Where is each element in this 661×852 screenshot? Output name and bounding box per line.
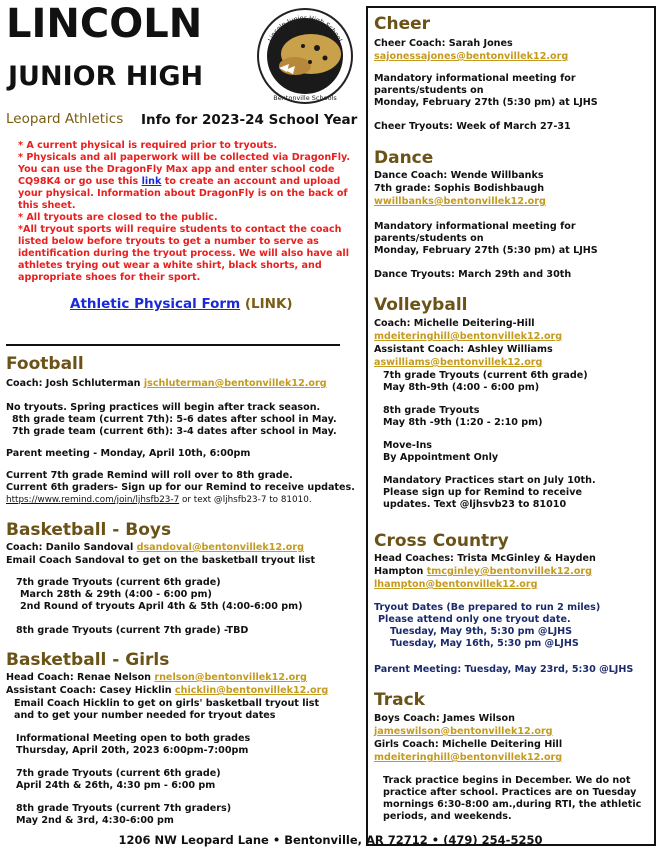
- logo-ring-text: Lincoln Junior High School: [266, 13, 344, 44]
- dance-coach-email[interactable]: wwillbanks@bentonvillek12.org: [374, 196, 546, 207]
- logo-bottom-text: Bentonville Schools: [273, 94, 337, 102]
- bb-girls-line: April 24th & 26th, 4:30 pm - 6:00 pm: [16, 780, 216, 791]
- football-coach-label: Coach: Josh Schluterman: [6, 378, 141, 389]
- volleyball-title: Volleyball: [374, 295, 468, 315]
- football-remind-link[interactable]: https://www.remind.com/join/ljhsfb23-7: [6, 495, 180, 505]
- volleyball-line: May 8th-9th (4:00 - 6:00 pm): [383, 382, 540, 393]
- volleyball-line: Move-Ins: [383, 440, 432, 451]
- school-name-line1: LINCOLN: [6, 1, 203, 47]
- rule-line: appropriate shoes for their sport.: [18, 272, 201, 283]
- track-boys-email[interactable]: jameswilson@bentonvillek12.org: [374, 726, 553, 737]
- physical-form-row: [70, 296, 293, 312]
- volleyball-line: Mandatory Practices start on July 10th.: [383, 475, 596, 486]
- rule-line: * All tryouts are closed to the public.: [18, 212, 218, 223]
- football-line: Parent meeting - Monday, April 10th, 6:00pm: [6, 448, 251, 459]
- leopard-athletics: Leopard Athletics: [6, 111, 124, 127]
- info-title: Info for 2023-24 School Year: [141, 112, 358, 128]
- football-coach: [6, 378, 327, 390]
- bb-girls-head-email[interactable]: rnelson@bentonvillek12.org: [154, 672, 307, 683]
- dance-coach: Dance Coach: Wende Willbanks: [374, 170, 544, 181]
- xc-coach-line2: [374, 566, 592, 578]
- bb-boys-coach-label: Coach: Danilo Sandoval: [6, 542, 134, 553]
- divider: [6, 344, 340, 346]
- track-line: mornings 6:30-8:00 am.,during RTI, the athletic: [383, 799, 642, 810]
- xc-line: Tryout Dates (Be prepared to run 2 miles): [374, 602, 601, 613]
- bb-girls-details: [16, 733, 356, 827]
- football-details: [6, 402, 356, 506]
- rule-line: * A current physical is required prior to tryouts.: [18, 140, 278, 151]
- volleyball-asst: Assistant Coach: Ashley Williams: [374, 344, 553, 355]
- xc-line: Tuesday, May 16th, 5:30 pm @LJHS: [390, 638, 579, 649]
- bb-boys-line: 7th grade Tryouts (current 6th grade): [16, 577, 221, 588]
- xc-coach-hampton: Hampton: [374, 566, 424, 577]
- rule-line: listed below before tryouts to get a number to serve as: [18, 236, 319, 247]
- dance-line: Monday, February 27th (5:30 pm) at LJHS: [374, 245, 598, 256]
- volleyball-line: Please sign up for Remind to receive: [383, 487, 582, 498]
- track-line: practice after school. Practices are on Tuesday: [383, 787, 637, 798]
- cheer-coach: Cheer Coach: Sarah Jones: [374, 38, 513, 49]
- football-line: Current 6th graders- Sign up for our Remind to receive updates.: [6, 482, 355, 493]
- dance-grade: 7th grade: Sophis Bodishbaugh: [374, 183, 545, 194]
- volleyball-line: updates. Text @ljhsvb23 to 81010: [383, 499, 567, 510]
- bb-boys-line: 2nd Round of tryouts April 4th & 5th (4:00-6:00 pm): [20, 601, 303, 612]
- bb-girls-head-coach: [6, 672, 307, 684]
- bb-boys-email-note: Email Coach Sandoval to get on the basketball tryout list: [6, 555, 316, 566]
- rule-line: You can use the DragonFly Max app and enter school code: [18, 164, 335, 175]
- football-line: or text @ljhsfb23-7 to 81010.: [181, 495, 312, 505]
- football-title: Football: [6, 354, 84, 374]
- bb-girls-head-label: Head Coach: Renae Nelson: [6, 672, 152, 683]
- cheer-title: Cheer: [374, 14, 431, 34]
- xc-line: Please attend only one tryout date.: [378, 614, 571, 625]
- cheer-coach-email[interactable]: sajonessajones@bentonvillek12.org: [374, 51, 569, 62]
- volleyball-line: 7th grade Tryouts (current 6th grade): [383, 370, 588, 381]
- physical-form-suffix: (LINK): [244, 296, 293, 312]
- track-details: [383, 775, 651, 823]
- track-boys-coach: Boys Coach: James Wilson: [374, 713, 515, 724]
- xc-email-2[interactable]: lhampton@bentonvillek12.org: [374, 579, 538, 590]
- dance-details: [374, 221, 650, 281]
- bb-boys-coach-email[interactable]: dsandoval@bentonvillek12.org: [136, 542, 304, 553]
- bb-girls-line: Informational Meeting open to both grades: [16, 733, 251, 744]
- footer-address: 1206 NW Leopard Lane • Bentonville, AR 72712 • (479) 254-5250: [118, 833, 543, 847]
- xc-details: [374, 602, 650, 676]
- volleyball-line: 8th grade Tryouts: [383, 405, 480, 416]
- rule-line: athletes trying out wear a white shirt, black shorts, and: [18, 260, 322, 271]
- physical-form-link[interactable]: Athletic Physical Form: [70, 296, 241, 312]
- bb-girls-asst-label: Assistant Coach: Casey Hicklin: [6, 685, 172, 696]
- cheer-line: Cheer Tryouts: Week of March 27-31: [374, 121, 571, 132]
- bb-boys-line: March 28th & 29th (4:00 - 6:00 pm): [20, 589, 212, 600]
- football-line: No tryouts. Spring practices will begin after track season.: [6, 402, 321, 413]
- dragonfly-link[interactable]: link: [141, 176, 162, 187]
- bb-girls-note-1: Email Coach Hicklin to get on girls' basketball tryout list: [14, 698, 320, 709]
- cheer-line: Monday, February 27th (5:30 pm) at LJHS: [374, 97, 598, 108]
- rule-line: * Physicals and all paperwork will be collected via DragonFly.: [18, 152, 351, 163]
- rule-line: to create an account and upload: [164, 176, 341, 187]
- bb-girls-line: 8th grade Tryouts (current 7th graders): [16, 803, 232, 814]
- football-line: Current 7th grade Remind will roll over to 8th grade.: [6, 470, 293, 481]
- track-line: periods, and weekends.: [383, 811, 512, 822]
- xc-line: Parent Meeting: Tuesday, May 23rd, 5:30 @LJHS: [374, 664, 634, 675]
- cross-country-title: Cross Country: [374, 531, 509, 551]
- bb-boys-line: 8th grade Tryouts (current 7th grade) -TBD: [16, 625, 249, 636]
- volleyball-details: [383, 370, 651, 511]
- bb-girls-asst-email[interactable]: chicklin@bentonvillek12.org: [174, 685, 329, 696]
- dance-line: parents/students on: [374, 233, 484, 244]
- xc-line: Tuesday, May 9th, 5:30 pm @LJHS: [390, 626, 573, 637]
- leopard-logo: [255, 6, 355, 106]
- rule-line: your physical. Information about DragonFly is on the back of: [18, 188, 348, 199]
- leopard-logo-icon: [255, 6, 355, 106]
- volleyball-asst-email[interactable]: aswilliams@bentonvillek12.org: [374, 357, 543, 368]
- rules-block: [14, 140, 354, 284]
- rule-line: this sheet.: [18, 200, 76, 211]
- track-title: Track: [374, 690, 425, 710]
- football-line: 8th grade team (current 7th): 5-6 dates after school in May.: [12, 414, 337, 425]
- rule-line: identification during the tryout process. We will also have all: [18, 248, 350, 259]
- track-girls-coach: Girls Coach: Michelle Deitering Hill: [374, 739, 563, 750]
- cheer-details: [374, 73, 650, 133]
- rule-line: CQ98K4 or go use this: [18, 176, 139, 187]
- bb-girls-note-2: and to get your number needed for tryout dates: [14, 710, 276, 721]
- track-line: Track practice begins in December. We do not: [383, 775, 631, 786]
- volleyball-coach: Coach: Michelle Deitering-Hill: [374, 318, 535, 329]
- school-name-line2: JUNIOR HIGH: [8, 61, 204, 92]
- volleyball-line: May 8th -9th (1:20 - 2:10 pm): [383, 417, 543, 428]
- bb-boys-details: [16, 577, 356, 637]
- rule-line: *All tryout sports will require students to contact the coach: [18, 224, 342, 235]
- volleyball-line: By Appointment Only: [383, 452, 499, 463]
- basketball-girls-title: Basketball - Girls: [6, 650, 170, 670]
- dance-line: Dance Tryouts: March 29th and 30th: [374, 269, 572, 280]
- football-line: 7th grade team (current 6th): 3-4 dates after school in May.: [12, 426, 337, 437]
- xc-email-1[interactable]: tmcginley@bentonvillek12.org: [426, 566, 593, 577]
- volleyball-coach-email[interactable]: mdeiteringhill@bentonvillek12.org: [374, 331, 563, 342]
- bb-girls-line: May 2nd & 3rd, 4:30-6:00 pm: [16, 815, 174, 826]
- football-coach-email[interactable]: jschluterman@bentonvillek12.org: [143, 378, 327, 389]
- xc-coach-line1: Head Coaches: Trista McGinley & Hayden: [374, 553, 596, 564]
- cheer-line: Mandatory informational meeting for: [374, 73, 576, 84]
- dance-title: Dance: [374, 148, 434, 168]
- cheer-line: parents/students on: [374, 85, 484, 96]
- dance-line: Mandatory informational meeting for: [374, 221, 576, 232]
- bb-girls-line: Thursday, April 20th, 2023 6:00pm-7:00pm: [16, 745, 249, 756]
- track-girls-email[interactable]: mdeiteringhill@bentonvillek12.org: [374, 752, 563, 763]
- bb-girls-line: 7th grade Tryouts (current 6th grade): [16, 768, 221, 779]
- bb-girls-asst-coach: [6, 685, 328, 697]
- bb-boys-coach: [6, 542, 304, 554]
- basketball-boys-title: Basketball - Boys: [6, 520, 172, 540]
